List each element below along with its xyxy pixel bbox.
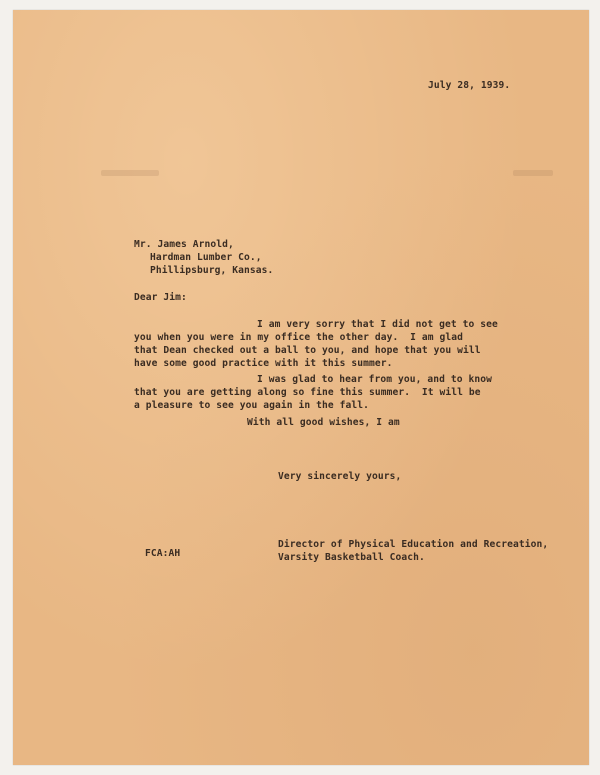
paragraph-1-line-3: that Dean checked out a ball to you, and hope that you will <box>134 345 481 356</box>
paragraph-1-line-4: have some good practice with it this summer. <box>134 358 393 369</box>
recipient-name: Mr. James Arnold, <box>134 239 234 250</box>
closing-line: With all good wishes, I am <box>247 417 400 428</box>
paragraph-2-line-2: that you are getting along so fine this summer. It will be <box>134 387 481 398</box>
letter-date: July 28, 1939. <box>428 80 511 91</box>
signature-title-line-1: Director of Physical Education and Recreation, <box>278 539 549 550</box>
paragraph-1-line-1: I am very sorry that I did not get to see <box>257 319 498 330</box>
complimentary-close: Very sincerely yours, <box>278 471 402 482</box>
paragraph-2-line-1: I was glad to hear from you, and to know <box>257 374 493 385</box>
bleed-through-mark <box>513 170 553 176</box>
paragraph-2-line-3: a pleasure to see you again in the fall. <box>134 400 370 411</box>
recipient-company: Hardman Lumber Co., <box>150 252 262 263</box>
recipient-city: Phillipsburg, Kansas. <box>150 265 274 276</box>
salutation: Dear Jim: <box>134 292 187 303</box>
signature-title-line-2: Varsity Basketball Coach. <box>278 552 425 563</box>
letter-sheet <box>13 10 589 765</box>
typist-initials: FCA:AH <box>145 548 181 559</box>
bleed-through-mark <box>101 170 159 176</box>
paragraph-1-line-2: you when you were in my office the other day. I am glad <box>134 332 464 343</box>
